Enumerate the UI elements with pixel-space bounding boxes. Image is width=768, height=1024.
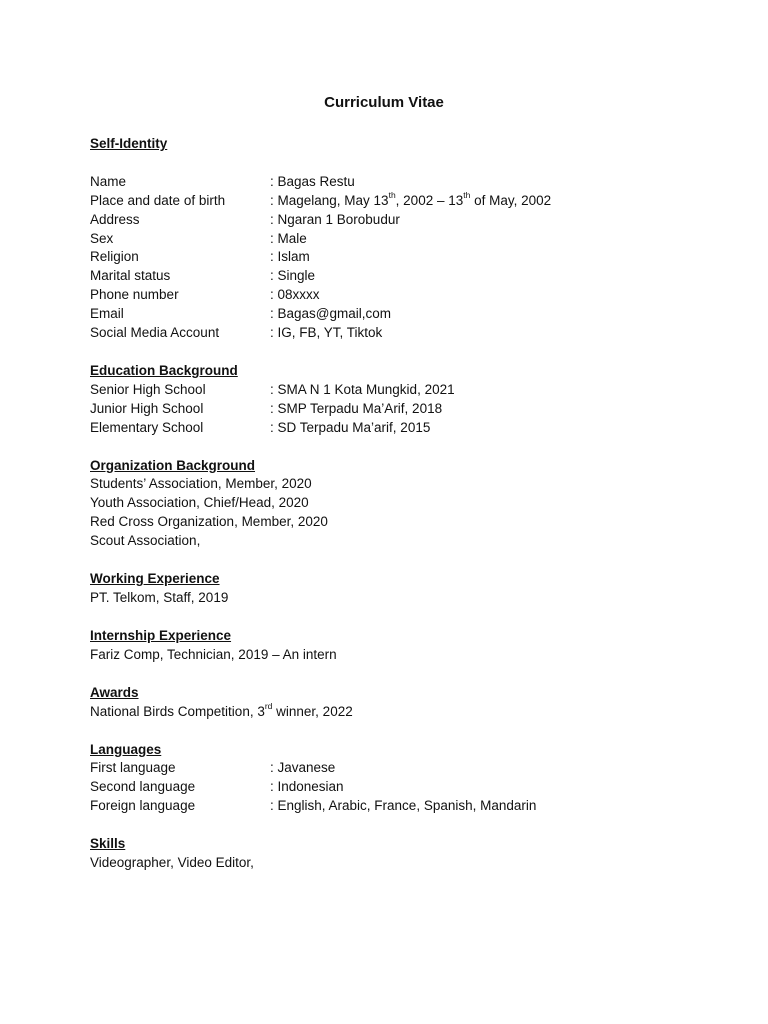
info-value: : Ngaran 1 Borobudur — [270, 211, 400, 227]
ordinal-suffix: th — [463, 190, 471, 201]
section-heading: Working Experience — [90, 571, 220, 587]
section-languages — [90, 741, 730, 817]
education-row — [90, 400, 730, 419]
award-text: winner, 2022 — [272, 703, 353, 719]
info-label: Address — [90, 211, 140, 227]
value-part: : Magelang, May 13 — [270, 192, 389, 208]
section-heading: Self-Identity — [90, 136, 168, 151]
education-value: : SMP Terpadu Ma’Arif, 2018 — [270, 400, 443, 416]
language-value: : Indonesian — [270, 779, 344, 795]
info-row-birth — [90, 192, 730, 211]
info-row-name — [90, 173, 730, 192]
ordinal-suffix: rd — [264, 701, 273, 712]
language-label: Second language — [90, 779, 196, 795]
education-level: Junior High School — [90, 400, 204, 416]
section-heading: Skills — [90, 836, 126, 852]
education-row — [90, 381, 730, 400]
info-label: Email — [90, 306, 124, 322]
section-heading: Organization Background — [90, 457, 256, 473]
info-value: : 08xxxx — [270, 287, 320, 303]
award-text: National Birds Competition, 3 — [90, 703, 265, 719]
language-label: Foreign language — [90, 798, 196, 814]
award-item — [90, 703, 730, 722]
working-item: PT. Telkom, Staff, 2019 — [90, 590, 229, 606]
organization-item: Scout Association, — [90, 533, 201, 549]
info-label: Phone number — [90, 287, 179, 303]
info-label: Marital status — [90, 268, 171, 284]
cv-content — [90, 135, 730, 892]
info-value: : Single — [270, 268, 316, 284]
language-value: : Javanese — [270, 760, 336, 776]
info-value: : Bagas Restu — [270, 173, 355, 189]
internship-item: Fariz Comp, Technician, 2019 – An intern — [90, 646, 337, 662]
section-heading: Languages — [90, 741, 162, 757]
education-level: Elementary School — [90, 419, 204, 435]
document-title: Curriculum Vitae — [324, 94, 444, 111]
info-value: : Bagas@gmail,com — [270, 306, 391, 322]
info-label: Name — [90, 173, 127, 189]
language-label: First language — [90, 760, 176, 776]
language-row — [90, 759, 730, 778]
info-label: Social Media Account — [90, 325, 220, 341]
section-skills — [90, 835, 730, 873]
info-row-email — [90, 305, 730, 324]
organization-item: Students’ Association, Member, 2020 — [90, 476, 312, 492]
info-row-social-media — [90, 324, 730, 343]
info-label: Religion — [90, 249, 139, 265]
section-self-identity — [90, 135, 730, 343]
section-heading: Awards — [90, 684, 139, 700]
info-value — [270, 192, 730, 211]
info-row-marital-status — [90, 267, 730, 286]
language-row — [90, 778, 730, 797]
education-row — [90, 419, 730, 438]
language-row — [90, 797, 730, 816]
info-row-sex — [90, 230, 730, 249]
section-awards — [90, 684, 730, 722]
info-row-phone — [90, 286, 730, 305]
organization-item: Youth Association, Chief/Head, 2020 — [90, 495, 309, 511]
info-row-religion — [90, 248, 730, 267]
info-value: : Islam — [270, 249, 310, 265]
language-value: : English, Arabic, France, Spanish, Mandarin — [270, 798, 537, 814]
section-working-experience — [90, 570, 730, 608]
value-part: , 2002 – 13 — [395, 192, 464, 208]
section-internship-experience — [90, 627, 730, 665]
organization-item: Red Cross Organization, Member, 2020 — [90, 514, 328, 530]
info-label: Place and date of birth — [90, 192, 226, 208]
info-label: Sex — [90, 230, 114, 246]
section-heading: Education Background — [90, 362, 238, 378]
section-education — [90, 362, 730, 438]
info-value: : Male — [270, 230, 307, 246]
education-value: : SD Terpadu Ma’arif, 2015 — [270, 419, 431, 435]
education-level: Senior High School — [90, 381, 206, 397]
info-row-address — [90, 211, 730, 230]
info-value: : IG, FB, YT, Tiktok — [270, 325, 383, 341]
education-value: : SMA N 1 Kota Mungkid, 2021 — [270, 381, 455, 397]
value-part: of May, 2002 — [470, 192, 552, 208]
section-heading: Internship Experience — [90, 627, 232, 643]
section-organization — [90, 457, 730, 552]
ordinal-suffix: th — [388, 190, 396, 201]
skill-item: Videographer, Video Editor, — [90, 855, 254, 871]
